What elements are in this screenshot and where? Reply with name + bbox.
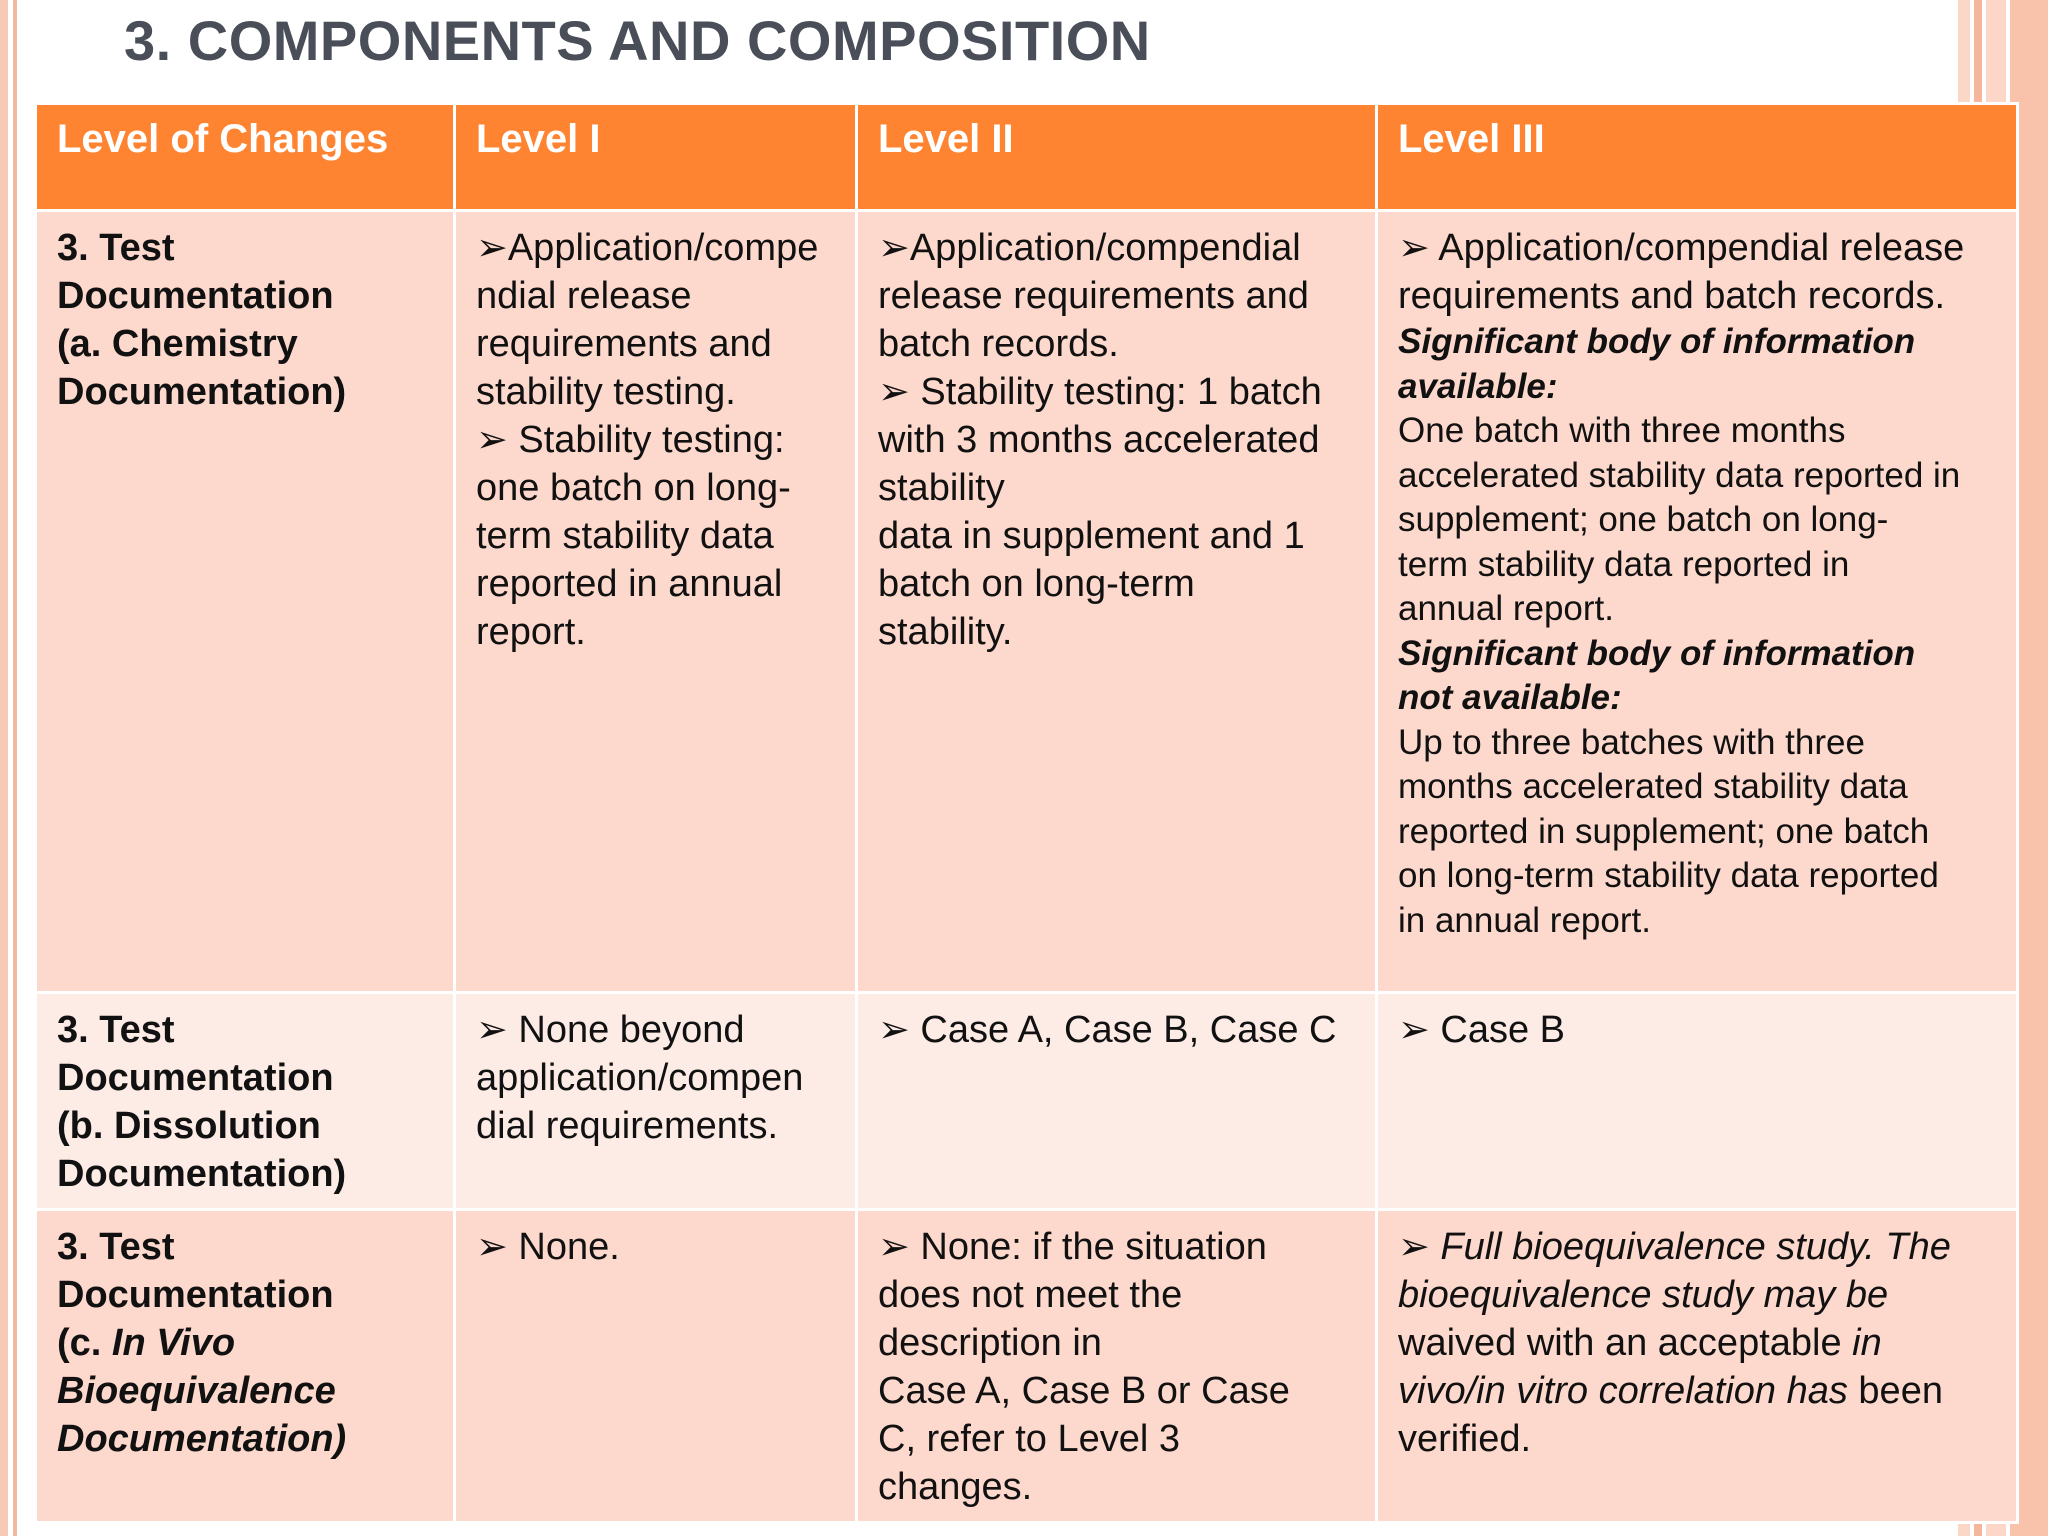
header-level-3: Level III — [1377, 104, 2018, 211]
decor-stripe-left-thin — [13, 0, 17, 1536]
table-row-chemistry — [36, 211, 2018, 993]
cell-dissolution-level-3: ➢ Case B — [1377, 993, 2018, 1210]
cell-chemistry-level-1: ➢Application/compe ndial release requirements and stability testing. ➢ Stability testing: one batch on long- term stability data reported in annual report. — [455, 211, 857, 993]
cell-dissolution-level-2: ➢ Case A, Case B, Case C — [857, 993, 1377, 1210]
header-level-of-changes: Level of Changes — [36, 104, 455, 211]
changes-table — [34, 102, 2019, 1524]
table-header-row — [36, 104, 2018, 211]
not-available-heading: Significant body of information — [1398, 633, 1916, 673]
available-heading: Significant body of information — [1398, 322, 1916, 361]
table-row-bioequivalence — [36, 1210, 2018, 1523]
cell-chemistry-level-3: ➢ Application/compendial release requirements and batch records. Significant body of information available: One batch with three months accelerated stability data reported in supplement; one batch on long- term stability data reported in annual report. Significant body of information not available: Up to three batches with three months accelerated stability data reported in supplement; one batch on long-term stability data reported in annual report. — [1377, 211, 2018, 993]
cell-bioequivalence-level-1: ➢ None. — [455, 1210, 857, 1523]
table-row-dissolution — [36, 993, 2018, 1210]
header-level-1: Level I — [455, 104, 857, 211]
slide-title: 3. COMPONENTS AND COMPOSITION — [124, 9, 1151, 72]
row-label-dissolution: 3. Test Documentation (b. Dissolution Documentation) — [36, 993, 455, 1210]
cell-dissolution-level-1: ➢ None beyond application/compen dial requirements. — [455, 993, 857, 1210]
cell-chemistry-level-2: ➢Application/compendial release requirements and batch records. ➢ Stability testing: 1 batch with 3 months accelerated stability data in supplement and 1 batch on long-term stability. — [857, 211, 1377, 993]
row-label-chemistry: 3. Test Documentation (a. Chemistry Documentation) — [36, 211, 455, 993]
header-level-2: Level II — [857, 104, 1377, 211]
decor-stripe-left — [0, 0, 8, 1536]
row-label-bioequivalence: 3. Test Documentation (c. In Vivo Bioequivalence Documentation) — [36, 1210, 455, 1523]
cell-bioequivalence-level-3: ➢ Full bioequivalence study. The bioequivalence study may be waived with an acceptable in vivo/in vitro correlation has been verified. — [1377, 1210, 2018, 1523]
cell-bioequivalence-level-2: ➢ None: if the situation does not meet the description in Case A, Case B or Case C, refer to Level 3 changes. — [857, 1210, 1377, 1523]
